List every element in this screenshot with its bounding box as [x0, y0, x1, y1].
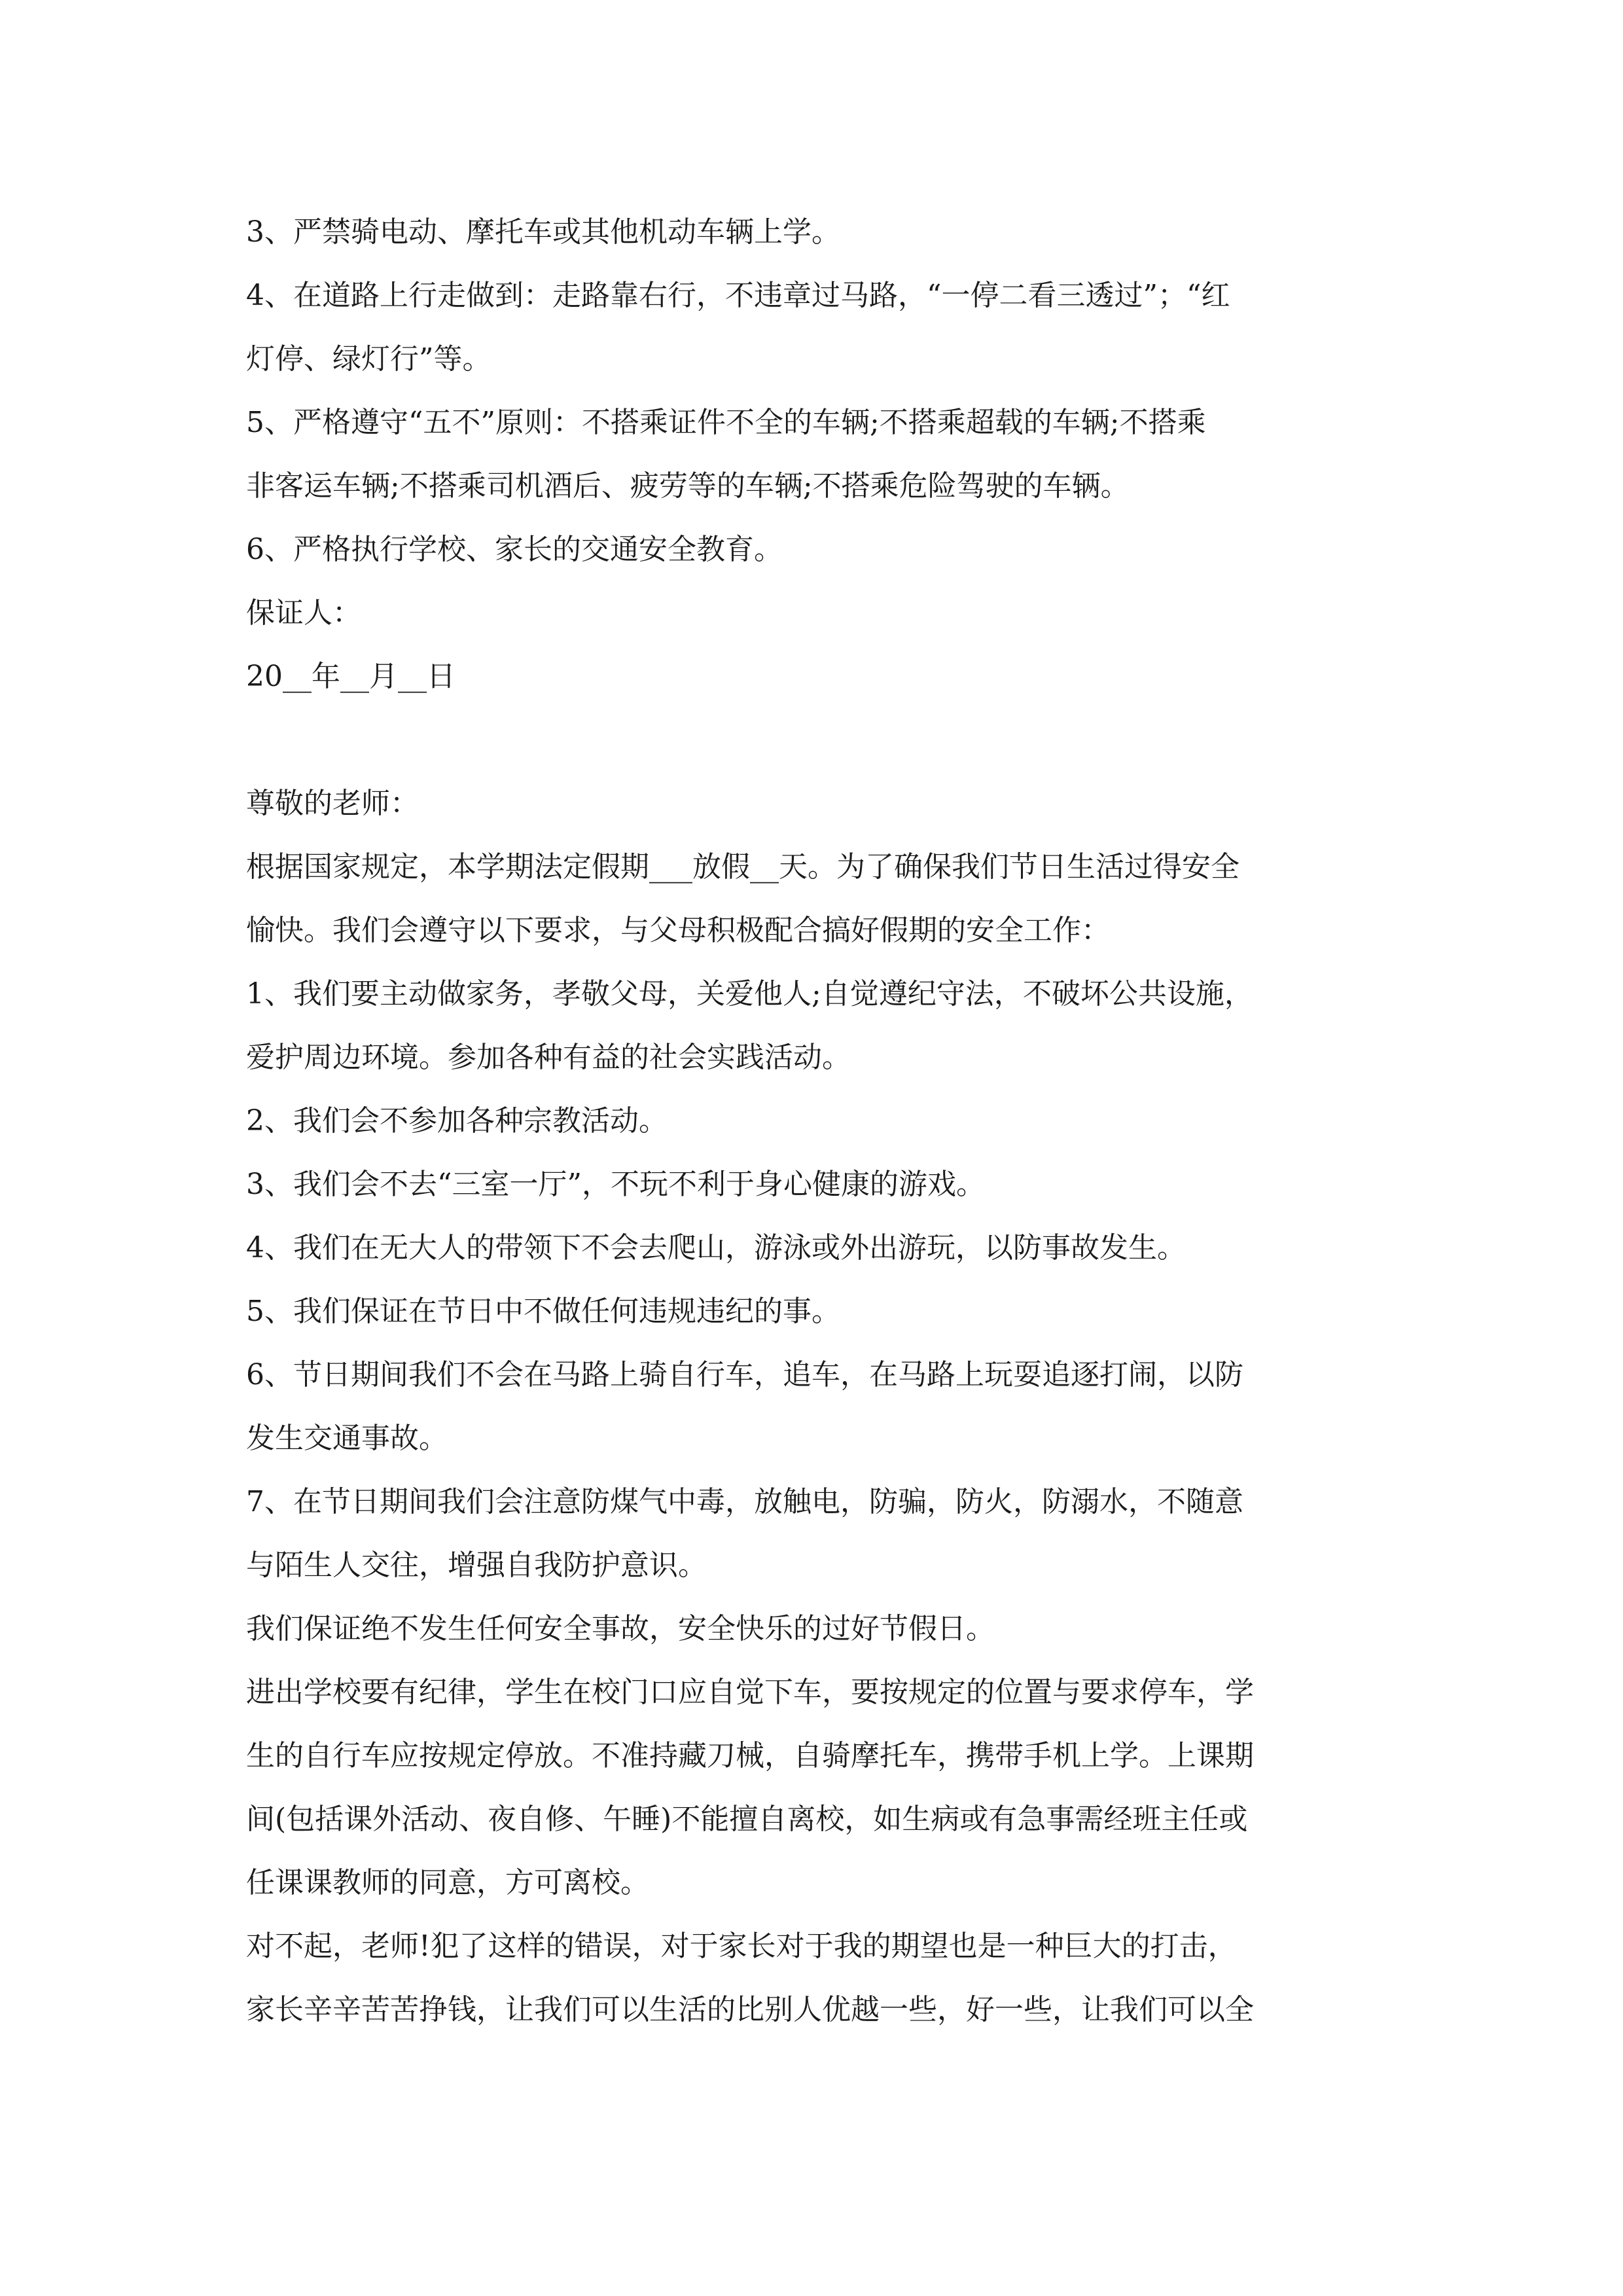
text-line: 对不起，老师!犯了这样的错误，对于家长对于我的期望也是一种巨大的打击，: [246, 1929, 1237, 1963]
text-line: 3、我们会不去“三室一厅”，不玩不利于身心健康的游戏。: [246, 1168, 985, 1201]
text-line: 非客运车辆;不搭乘司机酒后、疲劳等的车辆;不搭乘危险驾驶的车辆。: [246, 469, 1130, 503]
text-line: 3、严禁骑电动、摩托车或其他机动车辆上学。: [246, 215, 840, 249]
document-body: [246, 200, 1385, 2041]
salutation: 尊敬的老师：: [246, 787, 419, 820]
text-line: 灯停、绿灯行”等。: [246, 342, 491, 376]
guarantor-label: 保证人：: [246, 596, 361, 630]
text-line: 间(包括课外活动、夜自修、午睡)不能擅自离校，如生病或有急事需经班主任或: [246, 1803, 1248, 1836]
text-line: 我们保证绝不发生任何安全事故，安全快乐的过好节假日。: [246, 1612, 995, 1645]
text-line: 愉快。我们会遵守以下要求，与父母积极配合搞好假期的安全工作：: [246, 914, 1110, 947]
text-line: 根据国家规定，本学期法定假期___放假__天。为了确保我们节日生活过得安全: [246, 850, 1240, 884]
text-line: 生的自行车应按规定停放。不准持藏刀械，自骑摩托车，携带手机上学。上课期: [246, 1739, 1254, 1772]
text-line: 1、我们要主动做家务，孝敬父母，关爱他人;自觉遵纪守法，不破坏公共设施，: [246, 977, 1253, 1011]
text-line: 进出学校要有纪律，学生在校门口应自觉下车，要按规定的位置与要求停车，学: [246, 1676, 1254, 1709]
text-line: 6、节日期间我们不会在马路上骑自行车，追车，在马路上玩耍追逐打闹，以防: [246, 1358, 1243, 1391]
text-line: 6、严格执行学校、家长的交通安全教育。: [246, 533, 783, 566]
date-line: 20__年__月__日: [246, 660, 455, 693]
text-line: 2、我们会不参加各种宗教活动。: [246, 1104, 668, 1138]
text-line: 与陌生人交往，增强自我防护意识。: [246, 1549, 707, 1582]
text-line: 7、在节日期间我们会注意防煤气中毒，放触电，防骗，防火，防溺水，不随意: [246, 1485, 1243, 1518]
text-line: 爱护周边环境。参加各种有益的社会实践活动。: [246, 1041, 851, 1074]
text-line: 任课课教师的同意，方可离校。: [246, 1866, 649, 1899]
text-line: 5、严格遵守“五不”原则：不搭乘证件不全的车辆;不搭乘超载的车辆;不搭乘: [246, 406, 1206, 439]
text-line: 5、我们保证在节日中不做任何违规违纪的事。: [246, 1295, 840, 1328]
text-line: 4、在道路上行走做到：走路靠右行，不违章过马路，“一停二看三透过”；“红: [246, 279, 1230, 312]
text-line: 4、我们在无大人的带领下不会去爬山，游泳或外出游玩，以防事故发生。: [246, 1231, 1186, 1265]
text-line: 家长辛辛苦苦挣钱，让我们可以生活的比别人优越一些，好一些，让我们可以全: [246, 1993, 1254, 2026]
section-spacer: [246, 708, 1385, 772]
text-line: 发生交通事故。: [246, 1422, 448, 1455]
